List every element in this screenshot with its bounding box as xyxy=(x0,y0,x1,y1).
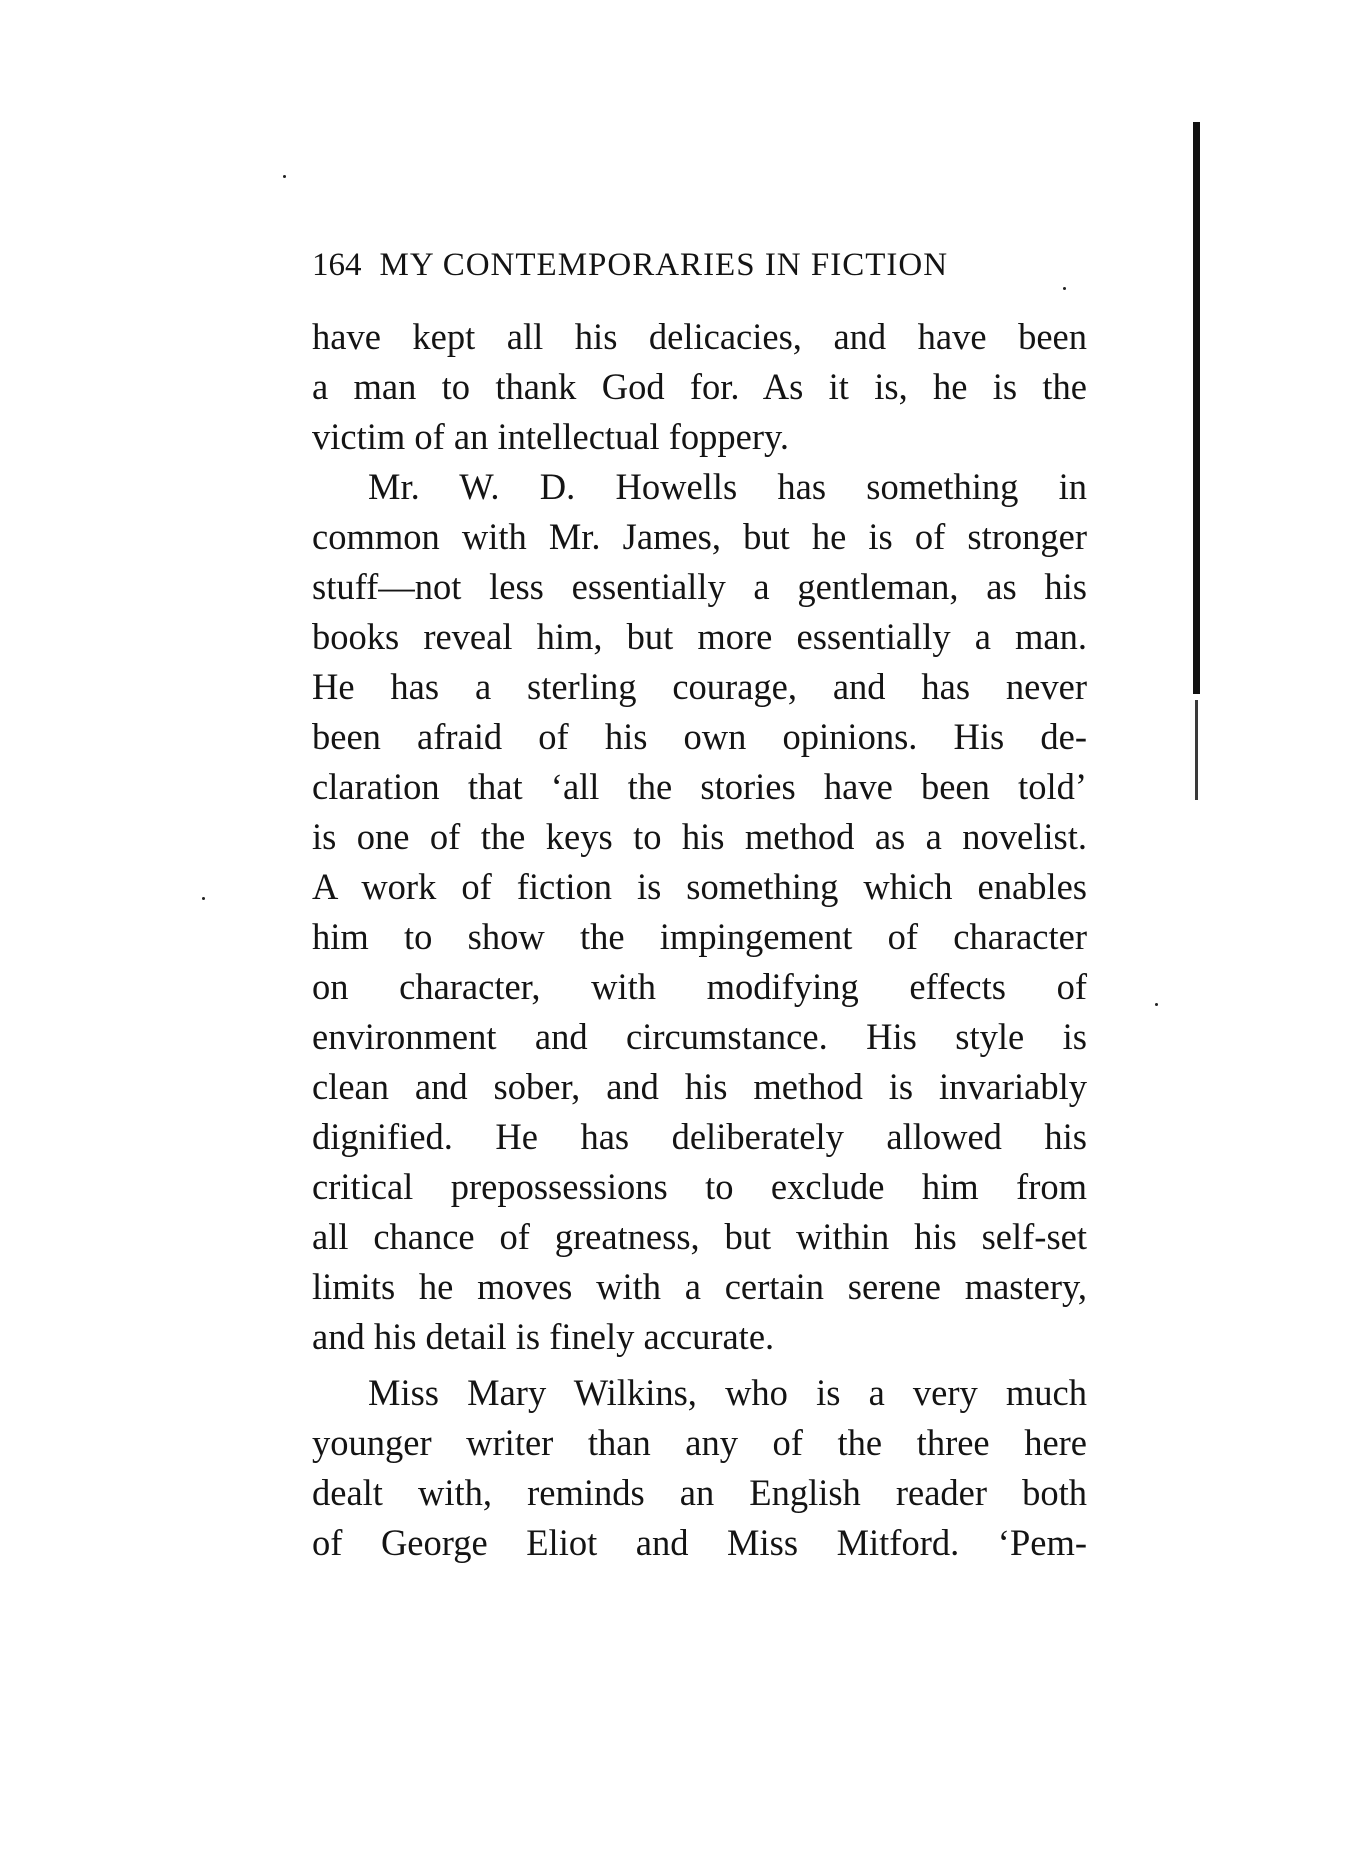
text-line: claration that ‘all the stories have been told’ xyxy=(312,766,1087,807)
page-edge-shadow-thin xyxy=(1195,700,1198,800)
text-line: is one of the keys to his method as a novelist. xyxy=(312,816,1087,857)
text-line: critical prepossessions to exclude him from xyxy=(312,1166,1087,1207)
text-line: He has a sterling courage, and has never xyxy=(312,666,1087,707)
text-line: stuff—not less essentially a gentleman, as his xyxy=(312,566,1087,607)
page-number: 164 xyxy=(312,247,362,283)
running-title: MY CONTEMPORARIES IN FICTION xyxy=(379,247,949,283)
text-line: a man to thank God for. As it is, he is the xyxy=(312,366,1087,407)
text-line: of George Eliot and Miss Mitford. ‘Pem- xyxy=(312,1522,1087,1563)
scan-speck xyxy=(283,175,286,178)
text-line: younger writer than any of the three here xyxy=(312,1422,1087,1463)
page-edge-shadow xyxy=(1193,122,1200,694)
scan-speck xyxy=(1155,1003,1158,1006)
text-line: dealt with, reminds an English reader both xyxy=(312,1472,1087,1513)
scan-speck xyxy=(1063,287,1066,290)
text-line: been afraid of his own opinions. His de- xyxy=(312,716,1087,757)
text-line: clean and sober, and his method is invariably xyxy=(312,1066,1087,1107)
text-line: on character, with modifying effects of xyxy=(312,966,1087,1007)
text-line: limits he moves with a certain serene mastery, xyxy=(312,1266,1087,1307)
scan-speck xyxy=(202,897,205,900)
body-text xyxy=(312,312,1087,1568)
text-line: books reveal him, but more essentially a man. xyxy=(312,616,1087,657)
text-line: Miss Mary Wilkins, who is a very much xyxy=(368,1372,1087,1413)
text-line: him to show the impingement of character xyxy=(312,916,1087,957)
text-line: and his detail is finely accurate. xyxy=(312,1316,775,1357)
text-line: have kept all his delicacies, and have been xyxy=(312,316,1087,357)
text-line: A work of fiction is something which enables xyxy=(312,866,1087,907)
text-line: dignified. He has deliberately allowed his xyxy=(312,1116,1087,1157)
text-line: all chance of greatness, but within his self-set xyxy=(312,1216,1087,1257)
text-line: environment and circumstance. His style is xyxy=(312,1016,1087,1057)
text-line: Mr. W. D. Howells has something in xyxy=(368,466,1087,507)
text-line: victim of an intellectual foppery. xyxy=(312,416,790,457)
running-header xyxy=(312,240,1032,290)
text-line: common with Mr. James, but he is of stronger xyxy=(312,516,1087,557)
